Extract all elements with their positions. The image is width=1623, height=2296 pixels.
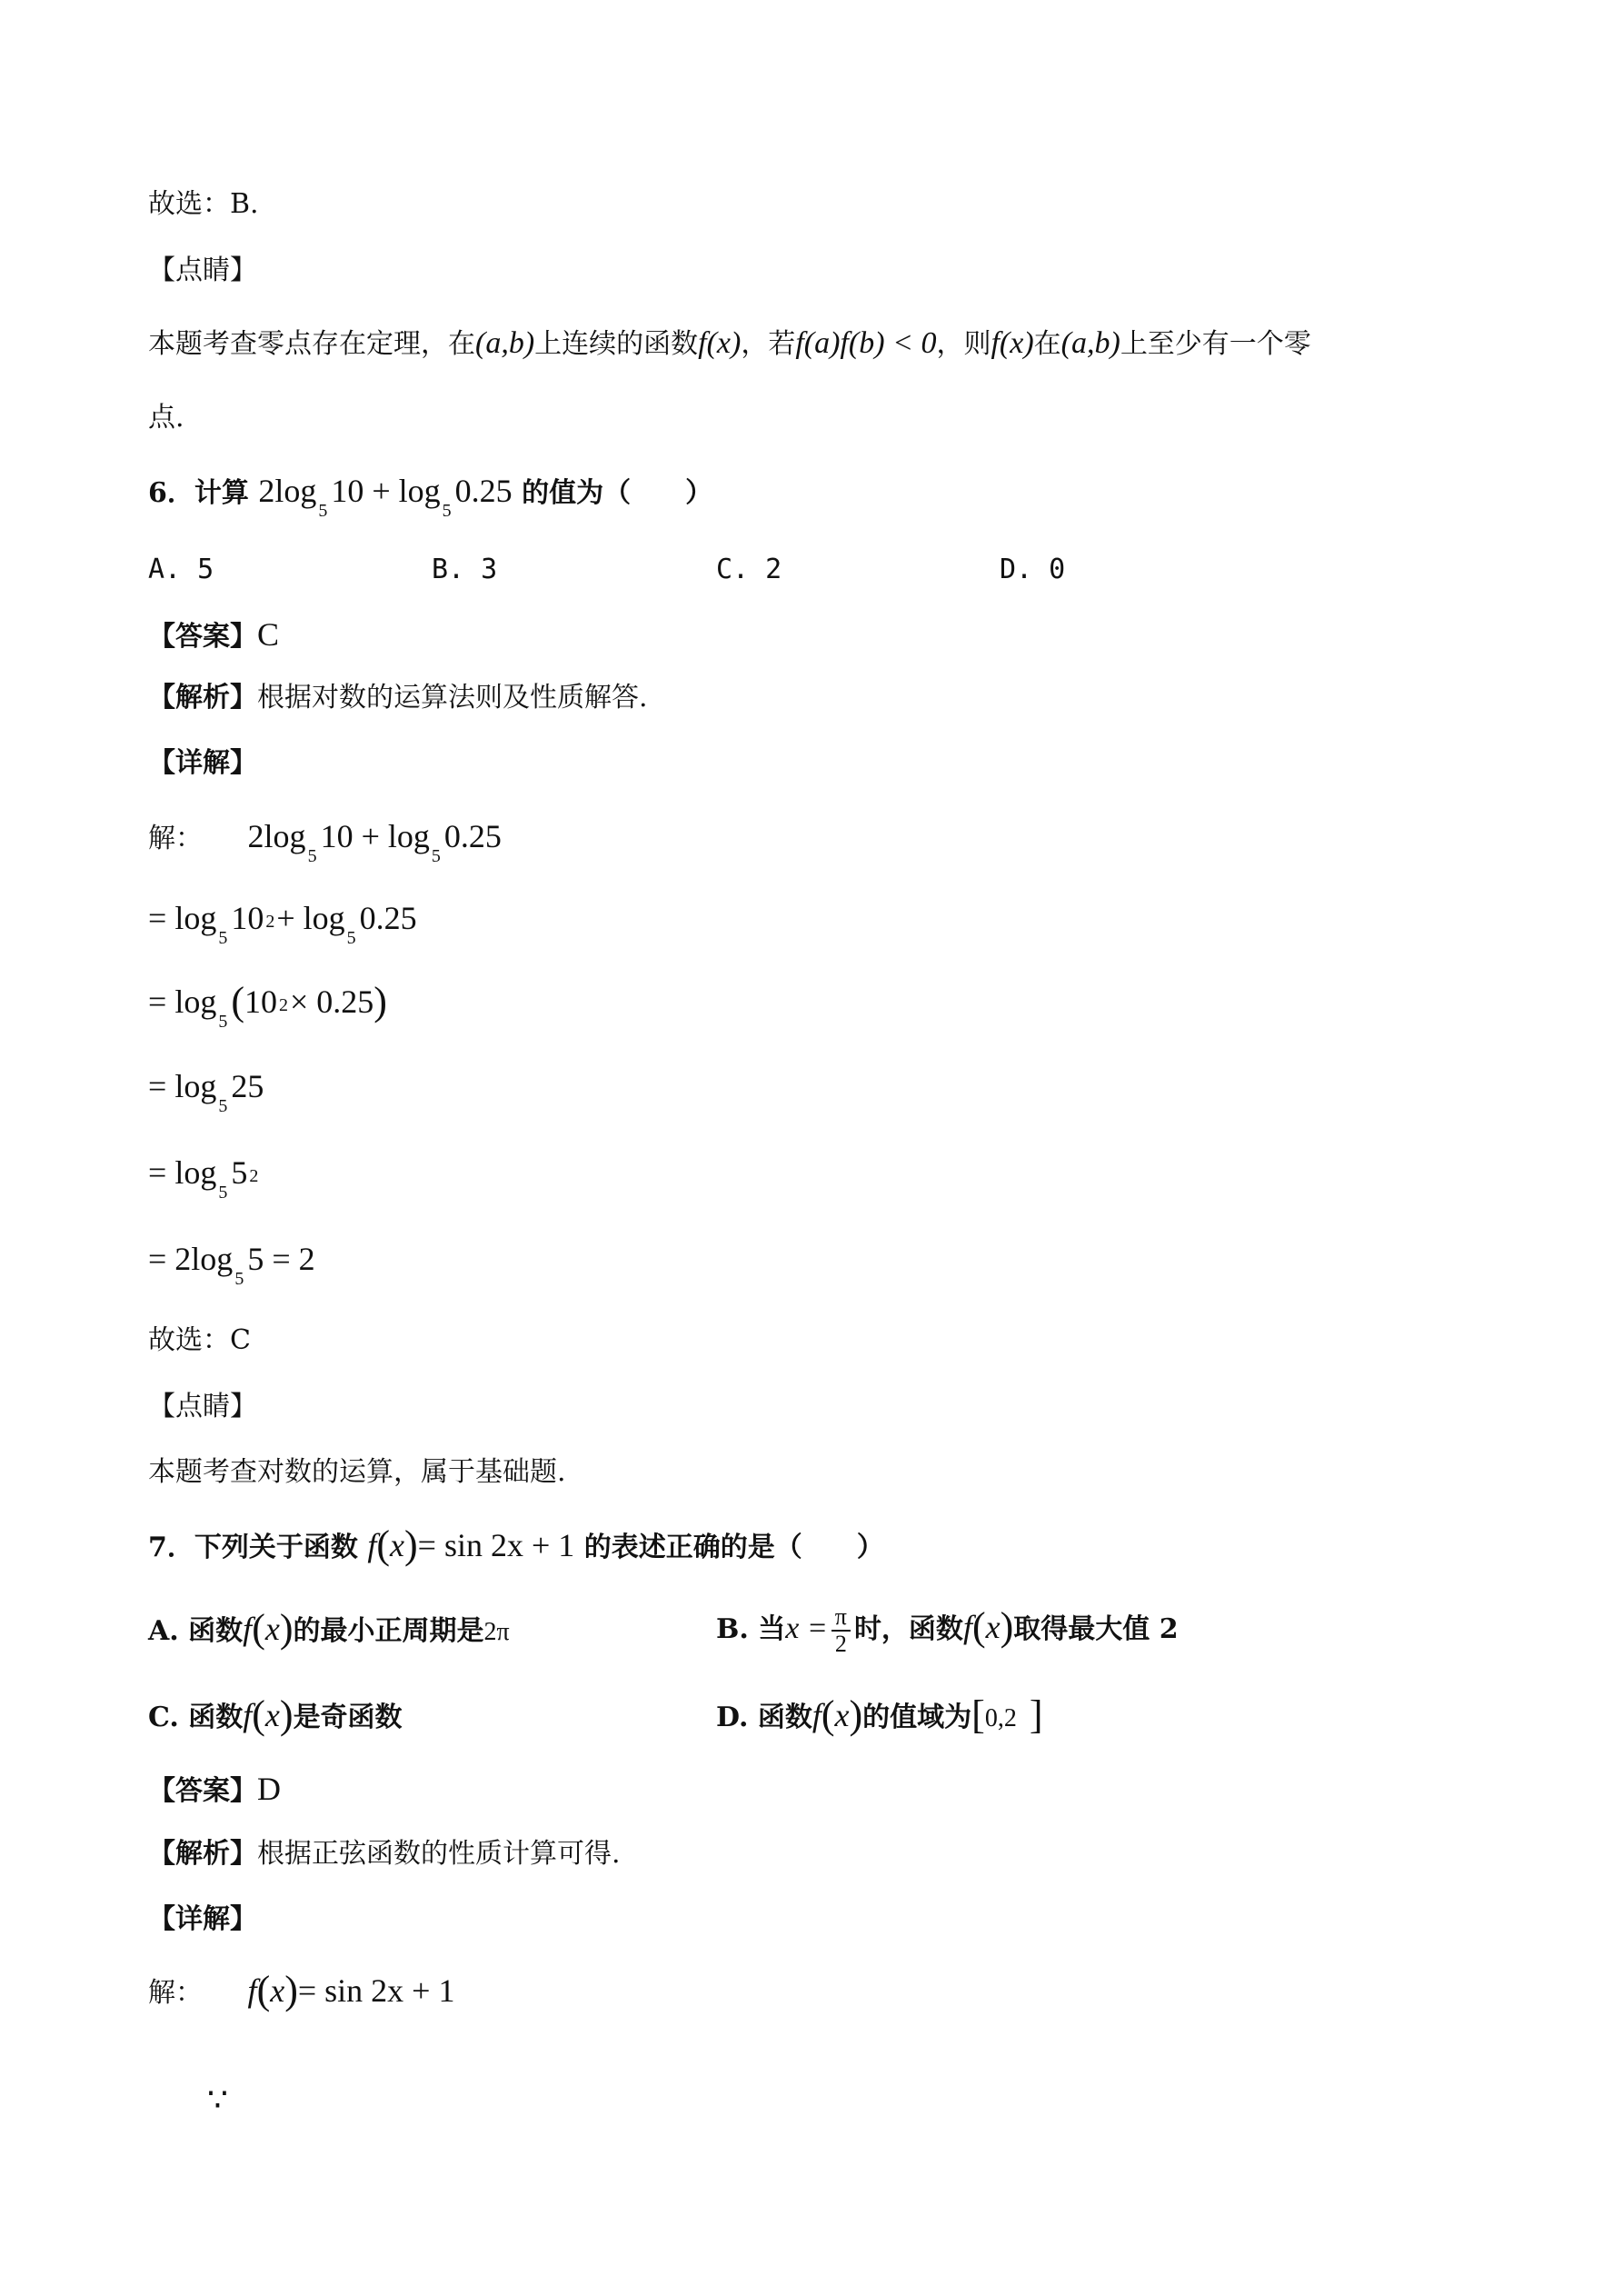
sign-condition: f(a)f(b) < 0 bbox=[795, 326, 937, 360]
because-symbol: ∵ bbox=[207, 2081, 228, 2118]
prev-remark-line2: 点. bbox=[148, 402, 184, 434]
q7-option-d: D. 函数f(x)的值域为[0,2 ] bbox=[716, 1692, 1043, 1737]
q6-detail-heading: 【详解】 bbox=[148, 747, 257, 779]
remark-text: 在 bbox=[1033, 328, 1061, 360]
q6-step-1: = $\log_510$ $2+ \log_50.25$ bbox=[148, 900, 417, 948]
q6-remark: 本题考查对数的运算，属于基础题. bbox=[148, 1456, 566, 1488]
q6-option-c: C. 2 bbox=[716, 554, 782, 585]
q6-stem bbox=[148, 473, 713, 521]
q7-stem: 7．下列关于函数 f(x)= sin 2x + 1 的表述正确的是（ ） bbox=[148, 1522, 884, 1567]
q6-step-0: 解： $2\log_510 + \log_50.25$ bbox=[148, 818, 502, 866]
q7-answer: 【答案】D bbox=[148, 1771, 281, 1807]
remark-text: 本题考查零点存在定理，在 bbox=[148, 328, 475, 360]
q6-step-5: = $2\log_55 = 2$ bbox=[148, 1241, 315, 1289]
q7-tail: 的表述正确的是（ ） bbox=[583, 1532, 884, 1563]
q6-answer-value: C bbox=[257, 616, 280, 653]
prev-remark-line1 bbox=[148, 325, 1311, 363]
q6-answer: 【答案】C bbox=[148, 616, 280, 653]
remark-text: 上连续的函数 bbox=[534, 328, 699, 360]
q7-detail-heading: 【详解】 bbox=[148, 1903, 257, 1935]
q6-option-d: D. 0 bbox=[1000, 554, 1066, 585]
q7-option-c: C. 函数f(x)是奇函数 bbox=[148, 1692, 403, 1737]
q7-option-b: B. 当x = $\frac{\pi}{2}$ 时，函数f(x)取得最大值 2 bbox=[716, 1603, 1179, 1657]
q6-number: 6．计算 bbox=[148, 477, 249, 509]
prev-remark-heading: 【点睛】 bbox=[148, 255, 257, 286]
function-fx: f(x) bbox=[991, 326, 1034, 360]
q6-step-2: = $\log_5(10$ 2× 0.25) bbox=[148, 979, 387, 1032]
q6-conclusion: 故选：C bbox=[148, 1324, 251, 1356]
q6-option-a: A. 5 bbox=[148, 554, 214, 585]
q7-number: 7．下列关于函数 bbox=[148, 1532, 358, 1563]
q6-step-3: = $\log_525$ bbox=[148, 1068, 264, 1116]
q7-analysis: 【解析】根据正弦函数的性质计算可得. bbox=[148, 1838, 621, 1870]
q7-answer-value: D bbox=[257, 1771, 281, 1807]
remark-text: ，若 bbox=[741, 328, 796, 360]
q6-remark-heading: 【点睛】 bbox=[148, 1391, 257, 1423]
q7-option-a: A. 函数f(x)的最小正周期是2π bbox=[148, 1606, 510, 1651]
q6-step-4: = $\log_55$ 2 bbox=[148, 1154, 259, 1203]
interval-ab: (a,b) bbox=[475, 326, 535, 360]
q6-expression: $2\log_510 + \log_50.25$ bbox=[258, 473, 513, 521]
q7-solution-line: 解： f(x)= sin 2x + 1 bbox=[148, 1968, 455, 2012]
q6-option-b: B. 3 bbox=[432, 554, 498, 585]
function-fx: f(x) bbox=[698, 326, 742, 360]
q6-tail: 的值为（ ） bbox=[522, 477, 713, 509]
interval-ab: (a,b) bbox=[1060, 326, 1120, 360]
remark-text: ，则 bbox=[936, 328, 991, 360]
remark-text: 上至少有一个零 bbox=[1120, 328, 1311, 360]
q6-analysis: 【解析】根据对数的运算法则及性质解答. bbox=[148, 682, 648, 714]
prev-conclusion: 故选：B. bbox=[148, 188, 259, 220]
